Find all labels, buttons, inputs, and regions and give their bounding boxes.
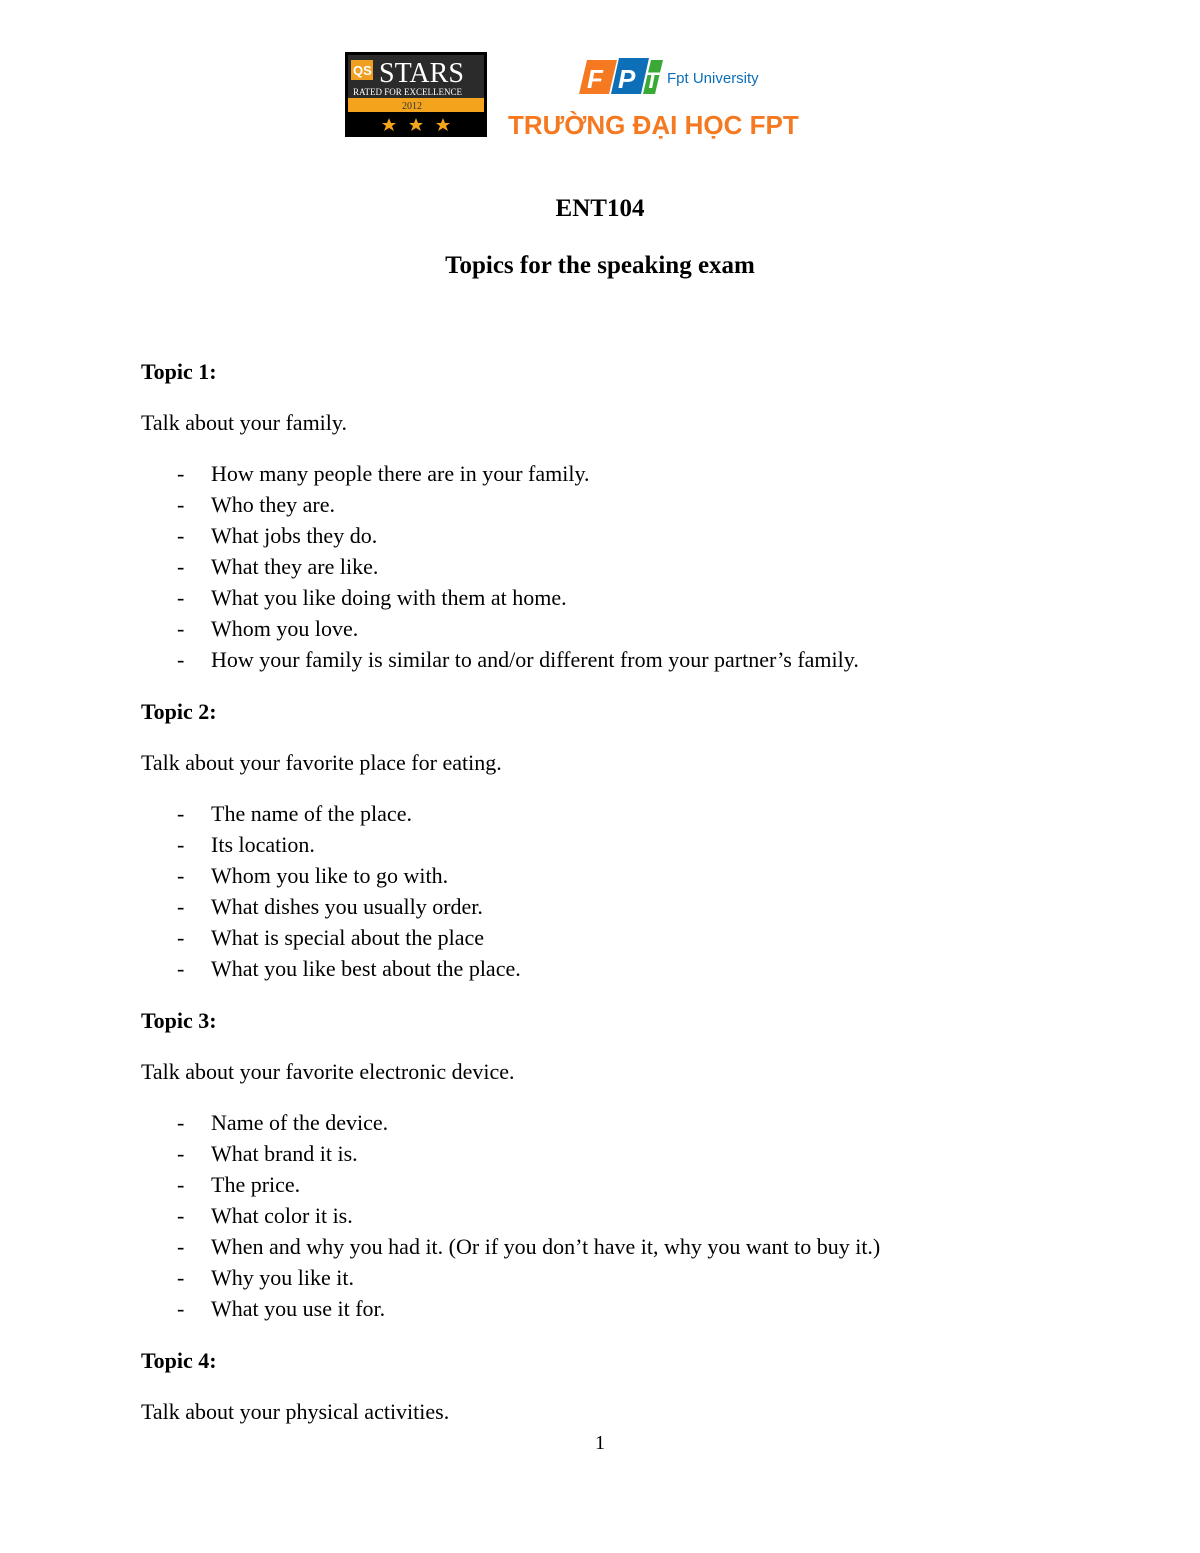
list-marker: - (177, 1296, 185, 1321)
list-item (141, 1233, 1101, 1264)
list-item (141, 924, 1101, 955)
list-marker: - (177, 1234, 185, 1259)
topic-block (141, 698, 1101, 986)
list-item-text: When and why you had it. (Or if you don’t have it, why you want to buy it.) (211, 1234, 881, 1259)
list-marker: - (177, 1141, 185, 1166)
list-item (141, 955, 1101, 986)
list-marker: - (177, 956, 185, 981)
list-item-text: What dishes you usually order. (211, 894, 483, 919)
list-marker: - (177, 523, 185, 548)
qs-stars-logo (345, 52, 487, 137)
fpt-letter-f: F (587, 64, 603, 94)
list-item (141, 491, 1101, 522)
fpt-university-logo (505, 56, 835, 142)
document-title: ENT104 (555, 195, 645, 222)
topic-prompt: Talk about your family. (141, 410, 347, 435)
list-item-text: The price. (211, 1172, 301, 1197)
list-item-text: What you use it for. (211, 1296, 386, 1321)
topic-block (141, 1007, 1101, 1326)
list-item-text: Name of the device. (211, 1110, 389, 1135)
list-marker: - (177, 1265, 185, 1290)
topic-prompt: Talk about your favorite electronic device. (141, 1059, 515, 1084)
list-item (141, 1264, 1101, 1295)
list-marker: - (177, 1203, 185, 1228)
topic-item-list (141, 460, 1101, 677)
list-marker: - (177, 647, 185, 672)
list-marker: - (177, 863, 185, 888)
topics-section (141, 358, 1101, 1447)
stars-title: STARS (379, 58, 464, 89)
list-marker: - (177, 492, 185, 517)
topic-prompt: Talk about your favorite place for eating. (141, 750, 502, 775)
list-marker: - (177, 585, 185, 610)
topic-block (141, 1347, 1101, 1426)
list-item (141, 1140, 1101, 1171)
list-item (141, 862, 1101, 893)
list-item-text: The name of the place. (211, 801, 412, 826)
list-item (141, 646, 1101, 677)
topic-item-list (141, 800, 1101, 986)
topic-block (141, 358, 1101, 677)
header-logos (345, 52, 835, 142)
list-item-text: Whom you love. (211, 616, 359, 641)
list-item (141, 1171, 1101, 1202)
stars-tagline: RATED FOR EXCELLENCE (353, 87, 462, 97)
fpt-letter-blocks (579, 58, 663, 94)
list-marker: - (177, 554, 185, 579)
fpt-wordmark: Fpt University (667, 70, 759, 87)
page-number: 1 (595, 1432, 605, 1454)
list-item-text: What they are like. (211, 554, 379, 579)
qs-badge-text: QS (353, 63, 372, 78)
topic-item-list (141, 1109, 1101, 1326)
topic-heading: Topic 3: (141, 1008, 217, 1033)
list-marker: - (177, 1172, 185, 1197)
stars-year: 2012 (402, 101, 422, 112)
list-item (141, 460, 1101, 491)
list-item (141, 1202, 1101, 1233)
list-item-text: How your family is similar to and/or different from your partner’s family. (211, 647, 859, 672)
topic-prompt: Talk about your physical activities. (141, 1399, 450, 1424)
list-item (141, 584, 1101, 615)
list-item-text: What brand it is. (211, 1141, 358, 1166)
list-item (141, 1109, 1101, 1140)
list-item-text: Whom you like to go with. (211, 863, 449, 888)
list-marker: - (177, 801, 185, 826)
list-item-text: Its location. (211, 832, 315, 857)
list-item (141, 615, 1101, 646)
list-item (141, 893, 1101, 924)
topic-heading: Topic 2: (141, 699, 217, 724)
list-marker: - (177, 616, 185, 641)
fpt-letter-p: P (618, 64, 636, 94)
fpt-letter-t: T (645, 68, 659, 93)
fpt-school-name: TRƯỜNG ĐẠI HỌC FPT (508, 110, 799, 140)
list-marker: - (177, 1110, 185, 1135)
list-item-text: What color it is. (211, 1203, 353, 1228)
list-item-text: How many people there are in your family. (211, 461, 590, 486)
list-marker: - (177, 894, 185, 919)
list-item-text: Why you like it. (211, 1265, 354, 1290)
topic-heading: Topic 1: (141, 359, 217, 384)
topic-heading: Topic 4: (141, 1348, 217, 1373)
list-item (141, 831, 1101, 862)
list-item-text: What jobs they do. (211, 523, 378, 548)
list-item (141, 1295, 1101, 1326)
list-marker: - (177, 925, 185, 950)
list-item (141, 522, 1101, 553)
list-item-text: What is special about the place (211, 925, 485, 950)
list-marker: - (177, 461, 185, 486)
document-subtitle: Topics for the speaking exam (445, 252, 755, 279)
list-item-text: What you like best about the place. (211, 956, 521, 981)
list-item-text: Who they are. (211, 492, 335, 517)
list-item (141, 553, 1101, 584)
list-item-text: What you like doing with them at home. (211, 585, 567, 610)
list-marker: - (177, 832, 185, 857)
list-item (141, 800, 1101, 831)
